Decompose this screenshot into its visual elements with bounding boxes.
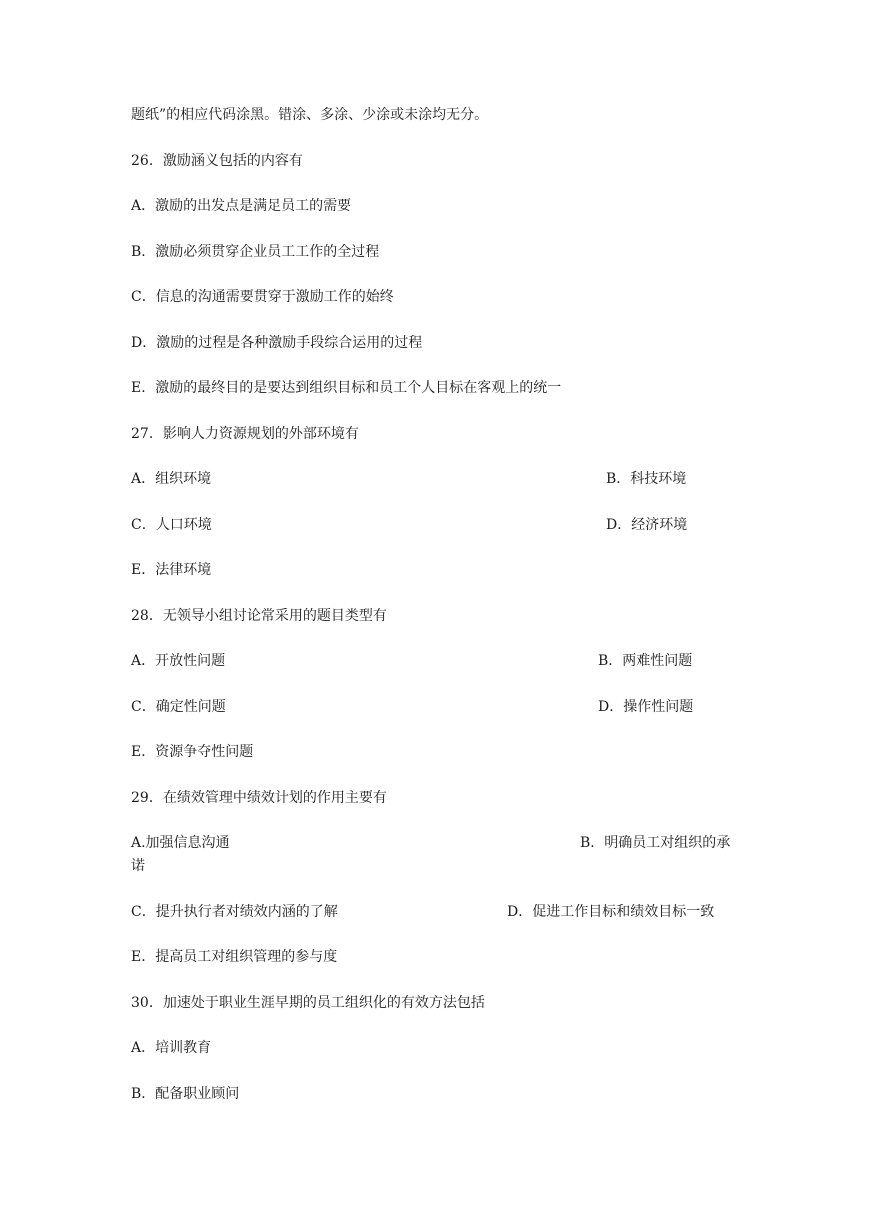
question-29-option-b: B．明确员工对组织的承 <box>580 835 731 851</box>
question-28-option-a: A．开放性问题 <box>131 653 226 669</box>
question-27-stem: 27．影响人力资源规划的外部环境有 <box>131 426 359 442</box>
question-29-option-c: C．提升执行者对绩效内涵的了解 <box>131 904 338 920</box>
question-27-option-e: E．法律环境 <box>131 562 212 578</box>
question-26-option-d: D．激励的过程是各种激励手段综合运用的过程 <box>131 335 423 351</box>
question-30-stem: 30．加速处于职业生涯早期的员工组织化的有效方法包括 <box>131 995 485 1011</box>
question-29-option-b-wrap: 诺 <box>131 858 145 874</box>
question-28-option-e: E．资源争夺性问题 <box>131 744 254 760</box>
question-26-stem: 26．激励涵义包括的内容有 <box>131 153 303 169</box>
question-27-option-b: B．科技环境 <box>606 471 687 487</box>
intro-text: 题纸”的相应代码涂黑。错涂、多涂、少涂或未涂均无分。 <box>131 107 489 123</box>
question-27-option-d: D．经济环境 <box>606 517 688 533</box>
question-27-option-c: C．人口环境 <box>131 517 212 533</box>
question-28-option-b: B．两难性问题 <box>598 653 693 669</box>
question-29-option-e: E．提高员工对组织管理的参与度 <box>131 949 338 965</box>
question-29-stem: 29．在绩效管理中绩效计划的作用主要有 <box>131 790 387 806</box>
question-27-option-a: A．组织环境 <box>131 471 212 487</box>
question-26-option-a: A．激励的出发点是满足员工的需要 <box>131 198 352 214</box>
question-26-option-e: E．激励的最终目的是要达到组织目标和员工个人目标在客观上的统一 <box>131 380 562 396</box>
question-29-option-d: D．促进工作目标和绩效目标一致 <box>507 904 715 920</box>
question-26-option-c: C．信息的沟通需要贯穿于激励工作的始终 <box>131 289 394 305</box>
question-26-option-b: B．激励必须贯穿企业员工工作的全过程 <box>131 244 380 260</box>
question-28-stem: 28．无领导小组讨论常采用的题目类型有 <box>131 608 387 624</box>
question-30-option-b: B．配备职业顾问 <box>131 1086 240 1102</box>
question-29-option-a: A.加强信息沟通 <box>131 835 230 851</box>
question-28-option-c: C．确定性问题 <box>131 699 226 715</box>
question-28-option-d: D．操作性问题 <box>598 699 694 715</box>
question-30-option-a: A．培训教育 <box>131 1040 212 1056</box>
